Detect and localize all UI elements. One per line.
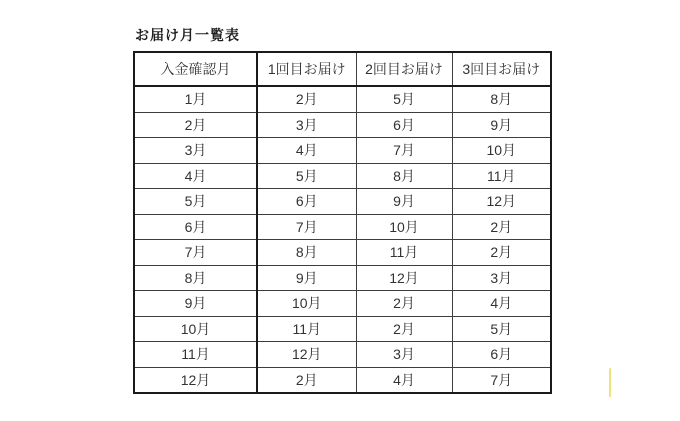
table-cell: 7月 [356,138,452,164]
cursor-mark [609,368,611,397]
table-cell: 3月 [452,265,551,291]
table-cell: 3月 [134,138,257,164]
table-row [134,214,551,240]
delivery-month-table [133,51,552,394]
table-cell: 11月 [452,163,551,189]
table-cell: 12月 [257,342,356,368]
table-cell: 2月 [356,316,452,342]
table-row [134,367,551,393]
table-cell: 3月 [356,342,452,368]
table-cell: 4月 [257,138,356,164]
table-row [134,342,551,368]
table-cell: 2月 [257,367,356,393]
table-row [134,163,551,189]
table-row [134,265,551,291]
column-header: 2回目お届け [356,52,452,86]
table-cell: 4月 [356,367,452,393]
table-cell: 6月 [452,342,551,368]
table-cell: 7月 [257,214,356,240]
table-row [134,291,551,317]
table-cell: 7月 [452,367,551,393]
table-cell: 1月 [134,86,257,112]
table-row [134,112,551,138]
table-cell: 6月 [356,112,452,138]
table-cell: 8月 [134,265,257,291]
table-cell: 4月 [452,291,551,317]
table-cell: 5月 [452,316,551,342]
column-header: 3回目お届け [452,52,551,86]
table-cell: 12月 [356,265,452,291]
table-cell: 11月 [356,240,452,266]
table-cell: 10月 [356,214,452,240]
column-header: 1回目お届け [257,52,356,86]
table-cell: 2月 [452,214,551,240]
table-header-row [134,52,551,86]
table-cell: 6月 [134,214,257,240]
table-cell: 5月 [257,163,356,189]
table-cell: 10月 [452,138,551,164]
table-cell: 2月 [134,112,257,138]
table-cell: 2月 [452,240,551,266]
table-cell: 8月 [452,86,551,112]
table-row [134,316,551,342]
table-cell: 2月 [356,291,452,317]
table-cell: 6月 [257,189,356,215]
table-cell: 9月 [356,189,452,215]
table-cell: 3月 [257,112,356,138]
table-cell: 10月 [134,316,257,342]
table-cell: 9月 [452,112,551,138]
column-header: 入金確認月 [134,52,257,86]
table-cell: 8月 [356,163,452,189]
table-body [134,86,551,393]
table-row [134,189,551,215]
table-cell: 7月 [134,240,257,266]
table-cell: 10月 [257,291,356,317]
page-title: お届け月一覧表 [135,27,240,43]
table-cell: 12月 [452,189,551,215]
table-cell: 11月 [257,316,356,342]
table-cell: 9月 [134,291,257,317]
table-cell: 11月 [134,342,257,368]
table-cell: 4月 [134,163,257,189]
table-row [134,138,551,164]
table-cell: 9月 [257,265,356,291]
table-cell: 5月 [134,189,257,215]
table-cell: 5月 [356,86,452,112]
table-row [134,240,551,266]
table-row [134,86,551,112]
table-cell: 8月 [257,240,356,266]
table-cell: 2月 [257,86,356,112]
table-cell: 12月 [134,367,257,393]
